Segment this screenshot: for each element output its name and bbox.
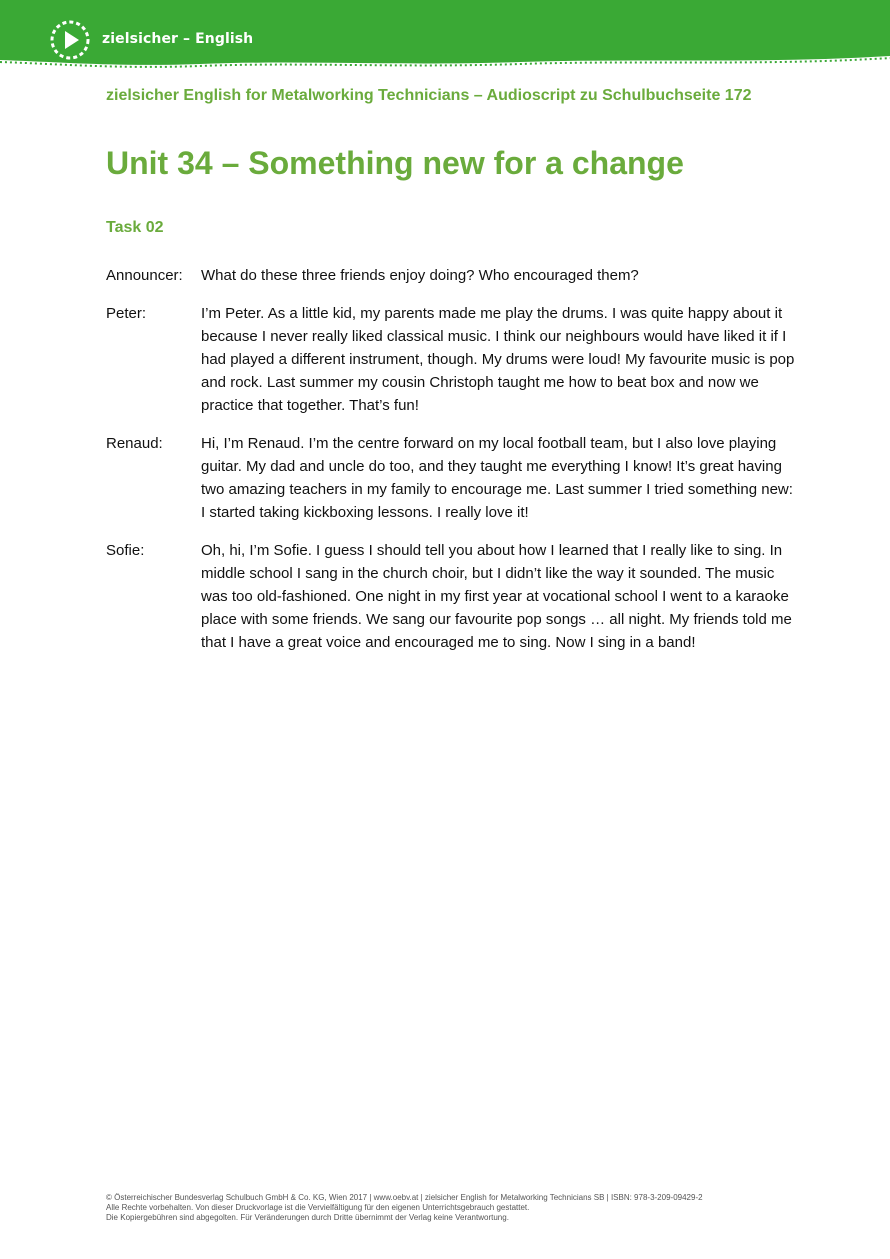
script-entry-peter (106, 302, 796, 417)
brand-name: zielsicher – English (102, 31, 254, 47)
speech-text: Oh, hi, I’m Sofie. I guess I should tell you about how I learned that I really like to sing. In middle school I sang in the church choir, but I didn’t like the way it sounded. The music was too old-fashioned. One night in my first year at vocational school I went to a karaoke place with some friends. We sang our favourite pop songs … all night. My friends told me that I have a great voice and encouraged me to sing. Now I sing in a band! (201, 542, 792, 651)
script-entry-sofie (106, 539, 796, 654)
speaker-label: Renaud: (106, 435, 163, 452)
document-subtitle: zielsicher English for Metalworking Technicians – Audioscript zu Schulbuchseite 172 (106, 87, 752, 104)
script-entry-announcer (106, 264, 796, 287)
audioscript (106, 264, 796, 669)
speech-text: What do these three friends enjoy doing? Who encouraged them? (201, 267, 639, 284)
speaker-label: Peter: (106, 305, 147, 322)
task-label: Task 02 (106, 219, 164, 236)
footer-line: Die Kopiergebühren sind abgegolten. Für Veränderungen durch Dritte übernimmt der Verlag keine Verantwortung. (106, 1213, 509, 1222)
footer-line: Alle Rechte vorbehalten. Von dieser Druckvorlage ist die Vervielfältigung für den eigenen Unterrichtsgebrauch gestattet. (106, 1203, 530, 1212)
script-entry-renaud (106, 432, 796, 524)
page-title: Unit 34 – Something new for a change (106, 145, 684, 181)
speaker-label: Announcer: (106, 267, 183, 284)
speech-text: I’m Peter. As a little kid, my parents made me play the drums. I was quite happy about it because I never really liked classical music. I think our neighbours would have liked it if I had played a different instrument, though. My drums were loud! My favourite music is pop and rock. Last summer my cousin Christoph taught me how to beat box and now we practice that together. That’s fun! (201, 305, 795, 414)
speaker-label: Sofie: (106, 542, 145, 559)
play-logo-icon (48, 18, 92, 62)
speech-text: Hi, I’m Renaud. I’m the centre forward on my local football team, but I also love playing guitar. My dad and uncle do too, and they taught me everything I know! It’s great having two amazing teachers in my family to encourage me. Last summer I tried something new: I started taking kickboxing lessons. I really love it! (201, 435, 793, 521)
header-banner (0, 0, 890, 80)
footer-line: © Österreichischer Bundesverlag Schulbuch GmbH & Co. KG, Wien 2017 | www.oebv.at | zielsicher English for Metalworking Technicians SB | ISBN: 978-3-209-09429-2 (106, 1193, 703, 1202)
copyright-footer (106, 1193, 806, 1223)
